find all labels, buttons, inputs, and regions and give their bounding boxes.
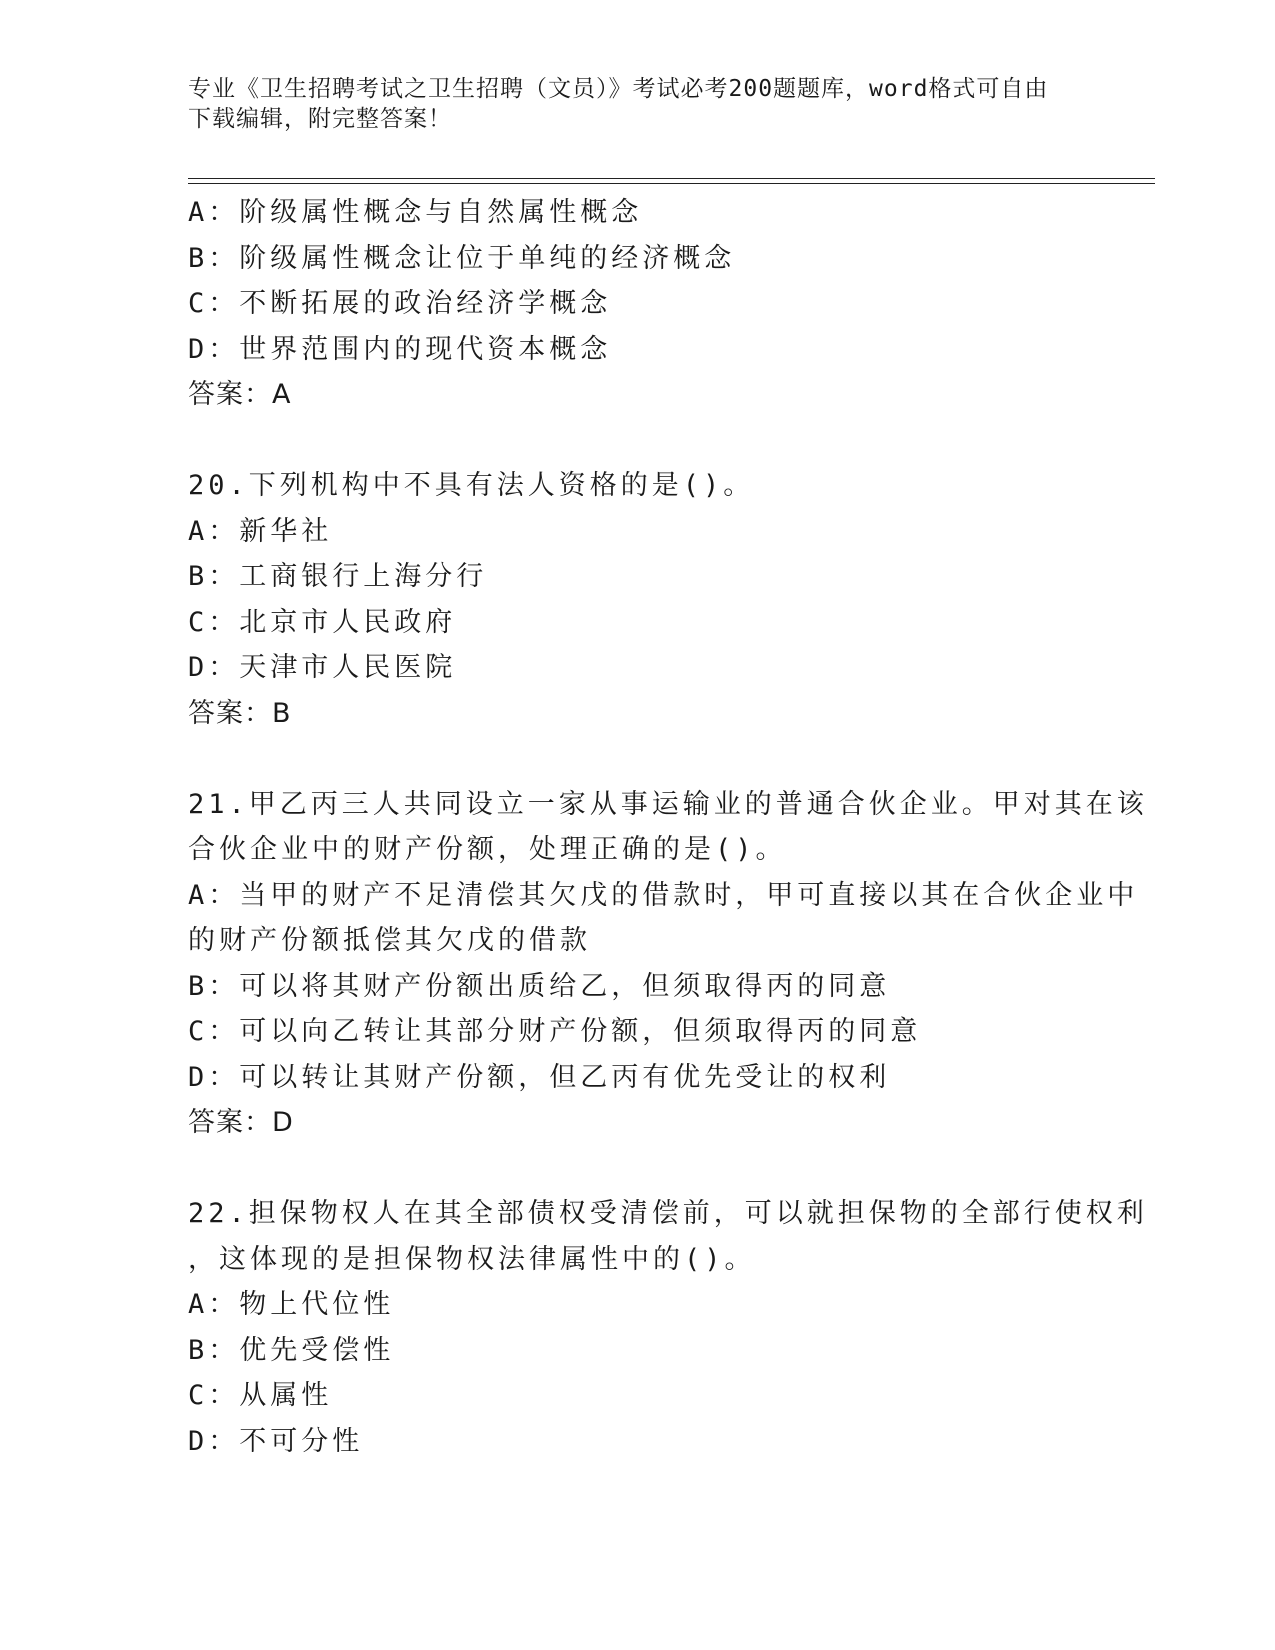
spacer bbox=[188, 736, 1088, 782]
question-block-21 bbox=[188, 782, 1148, 1146]
question-text-line-2: ，这体现的是担保物权法律属性中的()。 bbox=[188, 1243, 756, 1275]
question-block-22 bbox=[188, 1191, 1148, 1464]
option-b: B：优先受偿性 bbox=[188, 1334, 395, 1366]
option-c: C：北京市人民政府 bbox=[188, 606, 457, 638]
option-b: B：工商银行上海分行 bbox=[188, 561, 488, 592]
question-block-19 bbox=[188, 190, 1088, 418]
option-c: C：从属性 bbox=[188, 1380, 333, 1411]
header-divider-bottom bbox=[188, 183, 1155, 184]
option-a: A：新华社 bbox=[188, 515, 333, 547]
question-block-20 bbox=[188, 463, 1088, 736]
answer-line: 答案：A bbox=[188, 379, 292, 410]
option-c: C：不断拓展的政治经济学概念 bbox=[188, 288, 612, 319]
option-d: D：世界范围内的现代资本概念 bbox=[188, 333, 612, 365]
option-b: B：可以将其财产份额出质给乙，但须取得丙的同意 bbox=[188, 970, 891, 1002]
answer-line: 答案：D bbox=[188, 1107, 294, 1138]
question-text: 20.下列机构中不具有法人资格的是()。 bbox=[188, 470, 755, 501]
spacer bbox=[188, 1146, 1088, 1192]
document-header: 专业《卫生招聘考试之卫生招聘（文员）》考试必考200题题库，word格式可自由下载编辑，附完整答案！ bbox=[188, 76, 1049, 132]
question-text-line-1: 22.担保物权人在其全部债权受清偿前，可以就担保物的全部行使权利 bbox=[188, 1198, 1148, 1229]
question-text-line-1: 21.甲乙丙三人共同设立一家从事运输业的普通合伙企业。甲对其在该 bbox=[188, 788, 1148, 820]
question-list bbox=[188, 190, 1148, 1464]
option-d: D：可以转让其财产份额，但乙丙有优先受让的权利 bbox=[188, 1061, 891, 1093]
option-d: D：不可分性 bbox=[188, 1425, 364, 1457]
option-b: B：阶级属性概念让位于单纯的经济概念 bbox=[188, 242, 736, 274]
option-c: C：可以向乙转让其部分财产份额，但须取得丙的同意 bbox=[188, 1016, 922, 1047]
option-a-line-2: 的财产份额抵偿其欠戊的借款 bbox=[188, 925, 591, 956]
answer-line: 答案：B bbox=[188, 697, 292, 729]
option-d: D：天津市人民医院 bbox=[188, 652, 457, 683]
option-a: A：阶级属性概念与自然属性概念 bbox=[188, 197, 643, 228]
header-divider-top bbox=[188, 178, 1155, 179]
option-a: A：物上代位性 bbox=[188, 1289, 395, 1320]
option-a-line-1: A：当甲的财产不足清偿其欠戊的借款时，甲可直接以其在合伙企业中 bbox=[188, 879, 1139, 911]
question-text-line-2: 合伙企业中的财产份额，处理正确的是()。 bbox=[188, 834, 787, 865]
spacer bbox=[188, 418, 1088, 464]
